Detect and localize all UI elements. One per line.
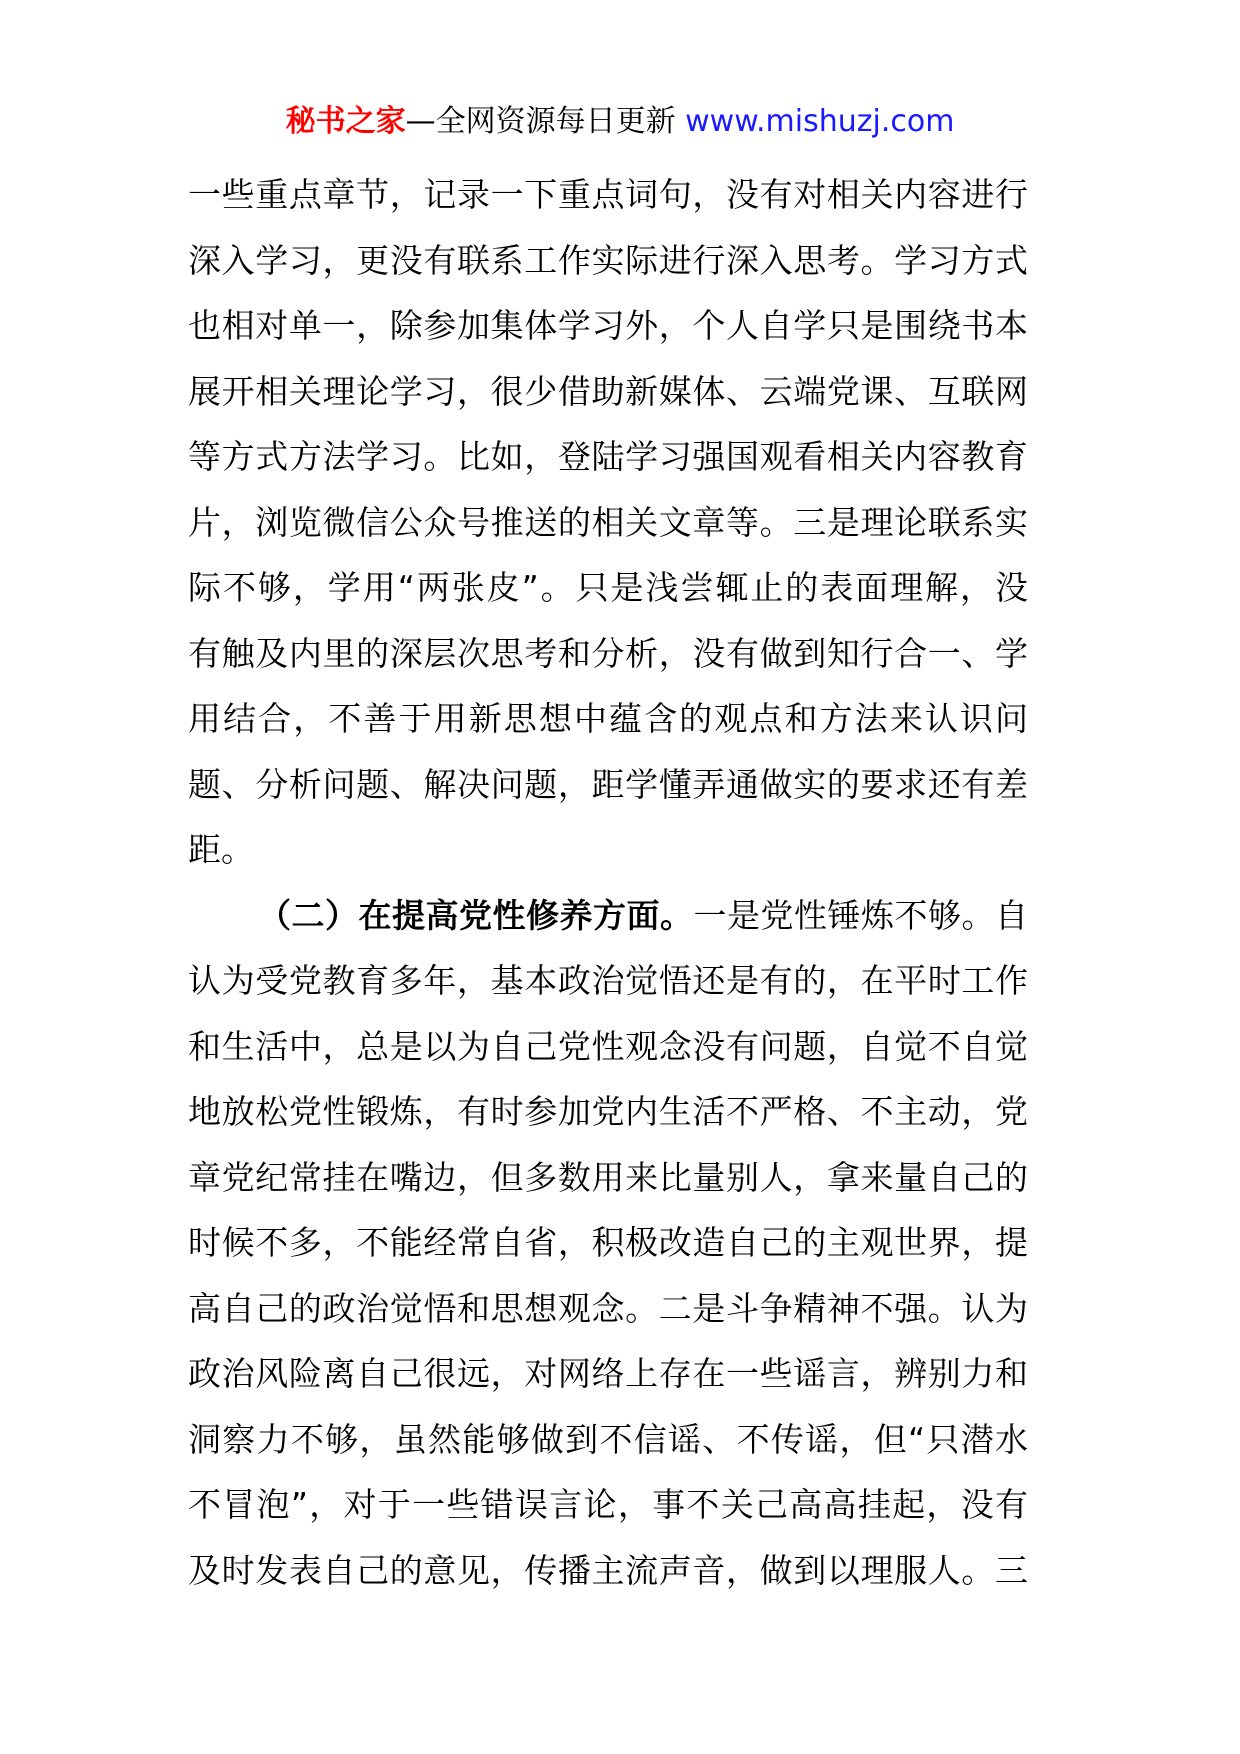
text-line: 和生活中，总是以为自己党性观念没有问题，自觉不自觉 bbox=[188, 1026, 1028, 1066]
section-first-line-text: 一是党性锤炼不够。自 bbox=[693, 895, 1028, 935]
text-line: 地放松党性锻炼，有时参加党内生活不严格、不主动，党 bbox=[188, 1092, 1028, 1131]
header-tagline: —全网资源每日更新 bbox=[405, 104, 676, 139]
text-line: 题、分析问题、解决问题，距学懂弄通做实的要求还有差 bbox=[188, 764, 1028, 804]
text-line: 深入学习，更没有联系工作实际进行深入思考。学习方式 bbox=[188, 240, 1028, 280]
text-line: 洞察力不够，虽然能够做到不信谣、不传谣，但“只潜水 bbox=[188, 1419, 1028, 1459]
text-line: 展开相关理论学习，很少借助新媒体、云端党课、互联网 bbox=[188, 371, 1028, 411]
text-line: 不冒泡”，对于一些错误言论，事不关己高高挂起，没有 bbox=[188, 1485, 1028, 1524]
text-line: 认为受党教育多年，基本政治觉悟还是有的，在平时工作 bbox=[188, 961, 1028, 1000]
text-line: 际不够，学用“两张皮”。只是浅尝辄止的表面理解，没 bbox=[188, 568, 1028, 607]
header-url-link[interactable]: www.mishuzj.com bbox=[685, 104, 955, 139]
document-body bbox=[188, 162, 1028, 1603]
section-heading: （二）在提高党性修养方面。 bbox=[258, 895, 694, 935]
text-line: 一些重点章节，记录一下重点词句，没有对相关内容进行 bbox=[188, 175, 1028, 214]
text-line: 用结合，不善于用新思想中蕴含的观点和方法来认识问 bbox=[188, 699, 1028, 738]
text-line: 等方式方法学习。比如，登陆学习强国观看相关内容教育 bbox=[188, 437, 1028, 476]
text-line: 高自己的政治觉悟和思想观念。二是斗争精神不强。认为 bbox=[188, 1288, 1028, 1328]
text-line: 及时发表自己的意见，传播主流声音，做到以理服人。三 bbox=[188, 1550, 1028, 1590]
text-line: 有触及内里的深层次思考和分析，没有做到知行合一、学 bbox=[188, 633, 1028, 673]
text-line: 片，浏览微信公众号推送的相关文章等。三是理论联系实 bbox=[188, 502, 1028, 542]
section-heading-line bbox=[188, 883, 1028, 949]
text-line: 也相对单一，除参加集体学习外，个人自学只是围绕书本 bbox=[188, 306, 1028, 345]
text-line: 章党纪常挂在嘴边，但多数用来比量别人，拿来量自己的 bbox=[188, 1157, 1028, 1197]
text-line: 时候不多，不能经常自省，积极改造自己的主观世界，提 bbox=[188, 1223, 1028, 1262]
text-line: 政治风险离自己很远，对网络上存在一些谣言，辨别力和 bbox=[188, 1354, 1028, 1393]
text-line: 距。 bbox=[188, 830, 254, 869]
page-header bbox=[0, 100, 1240, 144]
header-brand: 秘书之家 bbox=[285, 104, 406, 139]
